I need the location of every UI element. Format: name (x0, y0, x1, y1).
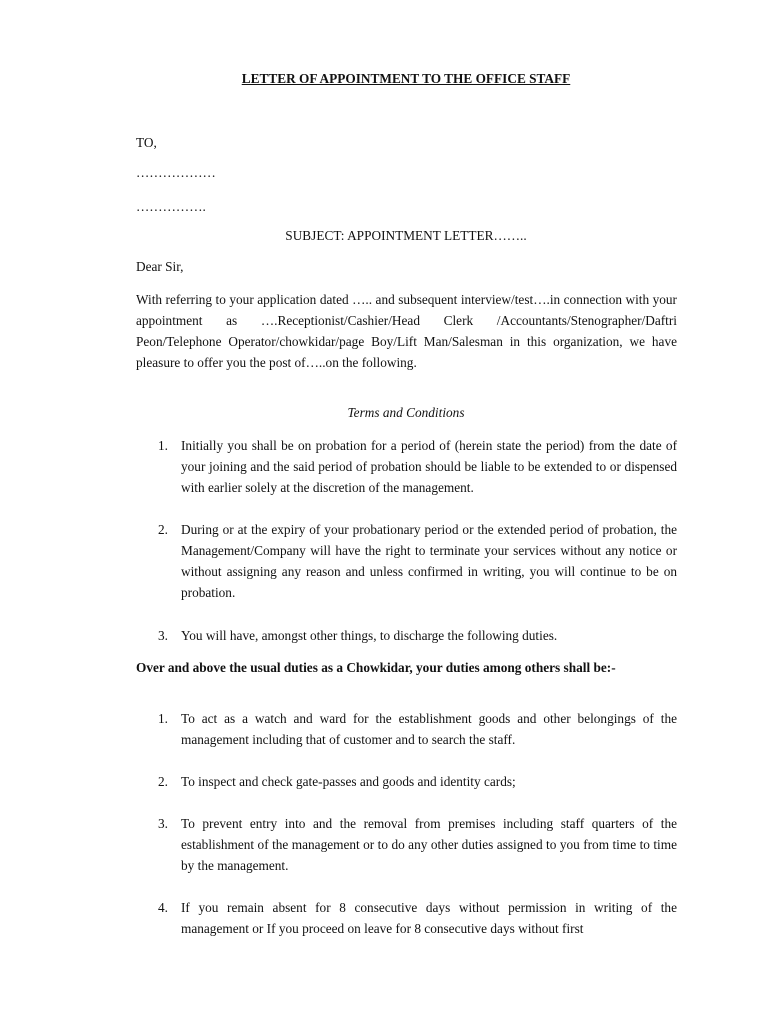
duties-heading: Over and above the usual duties as a Chowkidar, your duties among others shall be:- (136, 660, 616, 675)
recipient-label: TO, (136, 135, 157, 150)
list-item-number: 3. (158, 628, 168, 643)
list-item (136, 435, 677, 498)
list-item-text: Initially you shall be on probation for a period of (herein state the period) from the date of your joining and the said period of probation should be liable to be extended to or dispensed with earlier solely at the discretion of the management. (181, 438, 677, 495)
list-item-text: To inspect and check gate-passes and goods and identity cards; (181, 774, 516, 789)
list-item-text: To act as a watch and ward for the establishment goods and other belongings of the management including that of customer and to search the staff. (181, 711, 677, 747)
address-placeholder-1: ……………… (136, 165, 216, 180)
subject-line: SUBJECT: APPOINTMENT LETTER…….. (285, 228, 527, 243)
list-item (136, 897, 677, 939)
list-item (136, 813, 677, 876)
list-item (136, 708, 677, 750)
list-item-number: 1. (158, 438, 168, 453)
list-item-text: To prevent entry into and the removal from premises including staff quarters of the establishment of the management or to do any other duties assigned to you from time to time by the management. (181, 816, 677, 873)
intro-paragraph: With referring to your application dated ….. and subsequent interview/test….in connection with your appointment as ….Receptionist/Cashier/Head Clerk /Accountants/Stenographer/Daftri Peon/Telephone Operator/chowkidar/page Boy/Lift Man/Salesman in this organization, we have pleasure to offer you the post of…..on the following. (136, 292, 677, 370)
list-item-text: If you remain absent for 8 consecutive days without permission in writing of the management or If you proceed on leave for 8 consecutive days without first (181, 900, 677, 936)
terms-heading: Terms and Conditions (347, 405, 465, 420)
list-item-number: 2. (158, 774, 168, 789)
list-item (136, 771, 677, 792)
list-item-text: You will have, amongst other things, to discharge the following duties. (181, 628, 558, 643)
list-item-number: 2. (158, 522, 168, 537)
list-item-text: During or at the expiry of your probationary period or the extended period of probation, the Management/Company will have the right to terminate your services without any notice or without assigning any reason and unless confirmed in writing, you will continue to be on probation. (181, 522, 677, 600)
document-title: LETTER OF APPOINTMENT TO THE OFFICE STAFF (241, 71, 571, 86)
salutation: Dear Sir, (136, 259, 184, 274)
list-item (136, 519, 677, 603)
list-item-number: 3. (158, 816, 168, 831)
list-item-number: 4. (158, 900, 168, 915)
list-item-number: 1. (158, 711, 168, 726)
address-placeholder-2: ……………. (136, 199, 206, 214)
list-item (136, 625, 677, 646)
